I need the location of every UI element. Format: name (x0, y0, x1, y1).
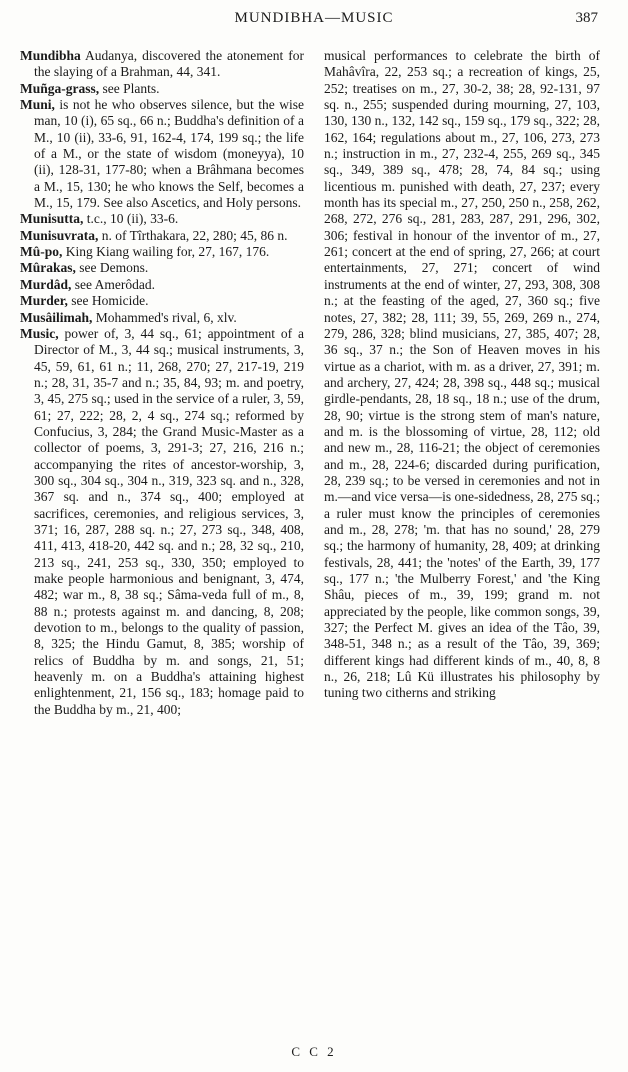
entry-text: see Amerôdad. (71, 276, 155, 292)
entry-term: Musâilimah, (20, 309, 93, 325)
running-head: MUNDIBHA—MUSIC (234, 10, 394, 26)
index-entry (20, 228, 304, 244)
entry-term: Mundibha (20, 48, 81, 63)
printer-signature: C C 2 (291, 1044, 337, 1059)
entry-term: Music, (20, 325, 59, 341)
entry-term: Munisuvrata, (20, 227, 99, 243)
index-entry (20, 244, 304, 260)
entry-text: Audanya, discovered the atonement for the slaying of a Brahman, 44, 341. (34, 48, 304, 80)
entry-text: see Demons. (75, 260, 149, 276)
right-column (324, 48, 600, 702)
index-entry (20, 293, 304, 309)
index-entry (20, 211, 304, 227)
index-entry (20, 81, 304, 97)
entry-text: King Kiang wailing for, 27, 167, 176. (62, 244, 270, 260)
index-entry (20, 260, 304, 276)
entry-text: is not he who observes silence, but the wise man, 10 (i), 65 sq., 66 n.; Buddha's definition of a M., 10 (ii), 33-6, 91, 162-4, 174, 199 sq.; the life of a M., or the state of wisdom (moneyya), 10 (ii), 128-31, 177-80; when a Brâhmana becomes a M., 15, 130; he who knows the Self, becomes a M., 15, 179. See also Ascetics, and Holy persons. (34, 97, 304, 211)
entry-text: see Homicide. (67, 293, 149, 309)
entry-text: t.c., 10 (ii), 33-6. (83, 211, 179, 227)
entry-term: Murder, (20, 293, 68, 309)
page-header (0, 0, 628, 40)
entry-term: Munisutta, (20, 211, 84, 227)
index-entry (20, 277, 304, 293)
index-entry (20, 48, 304, 81)
continued-entry-text: musical performances to celebrate the birth of Mahâvîra, 22, 253 sq.; a recreation of kings, 25, 252; treatises on m., 27, 30-2, 38; 28, 92-131, 97 sq. n., 255; suspended during mourning, 27, 103, 130, 130 n., 132, 142 sq., 159 sq., 179 sq., 322; 28, 162, 164; regulations about m., 27, 106, 273, 273 n.; instruction in m., 27, 232-4, 255, 269 sq., 345 sq., 349, 389 sq., 478; 28, 74, 84 sq.; using licentious m. punished with death, 27, 237; every month has its special m., 27, 250, 250 n., 258, 262, 268, 272, 276 sq., 281, 283, 287, 291, 296, 302, 306; festival in honour of the inventor of m., 27, 261; concert at the end of spring, 27, 266; at court entertainments, 27, 271; concert of wind instruments at the end of winter, 27, 293, 308, 308 n.; at the feasting of the aged, 27, 360 sq.; five notes, 27, 382; 28, 111; 39, 55, 269, 269 n., 274, 279, 286, 328; blind musicians, 27, 385, 407; 28, 36 sq., 37 n.; the Son of Heaven moves in his virtue as a chariot, with m. as a driver, 27, 391; m. and archery, 27, 424; 28, 398 sq., 448 sq.; musical girdle-pendants, 28, 18 sq., 18 n.; use of the drum, 28, 90; virtue is the strong stem of man's nature, and m. is the blossoming of virtue, 28, 112; old and new m., 28, 116-21; the object of ceremonies and m., 28, 224-6; discarded during purification, 28, 239 sq.; to be versed in ceremonies and not in m.—and vice versa—is one-sidedness, 28, 275 sq.; a ruler must know the principles of ceremonies and m., 28, 278; 'm. that has no sound,' 28, 279 sq.; the harmony of humanity, 28, 409; at drinking festivals, 28, 441; the 'notes' of the Earth, 39, 177 sq., 177 n.; 'the Mulberry Forest,' and 'the King Shâu, pieces of m., 39, 199; grand m. not appreciated by the people, like common songs, 39, 327; the Perfect M. gives an idea of the Tâo, 39, 348-51, 348 n.; as a result of the Tâo, 39, 369; different kings had different kinds of m., 40, 8, 8 n., 26, 218; Lû Kü illustrates his philosophy by tuning two citherns and striking (324, 48, 601, 701)
entry-text: Mohammed's rival, 6, xlv. (92, 309, 237, 325)
index-entry (20, 310, 304, 326)
entry-term: Muni, (20, 97, 55, 113)
entry-text: n. of Tîrthakara, 22, 280; 45, 86 n. (98, 227, 288, 243)
entry-term: Muñga-grass, (20, 80, 100, 96)
page-number: 387 (575, 10, 598, 26)
entry-term: Murdâd, (20, 276, 72, 292)
entry-term: Mûrakas, (20, 260, 76, 276)
entry-term: Mû-po, (20, 244, 63, 260)
index-entry (20, 97, 304, 211)
index-entry (20, 326, 304, 718)
left-column (20, 48, 304, 718)
entry-text: power of, 3, 44 sq., 61; appointment of a Director of M., 3, 44 sq.; musical instruments, 3, 45, 59, 61, 61 n.; 11, 268, 270; 27, 217-19, 219 n.; 28, 31, 35-7 and n.; 35, 84, 93; m. and poetry, 3, 45, 275 sq.; used in the service of a ruler, 3, 59, 61; 27, 222; 28, 2, 4 sq., 274 sq.; reformed by Confucius, 3, 284; the Grand Music-Master as a collector of poems, 3, 291-3; 27, 216, 216 n.; accompanying the rites of ancestor-worship, 3, 300 sq., 304 sq., 304 n., 319, 323 sq. and n., 328, 367 sq. and n., 374 sq., 400; employed at sacrifices, ceremonies, and religious services, 3, 371; 16, 287, 288 sq. n.; 27, 273 sq., 348, 408, 411, 413, 418-20, 442 sq. and n.; 28, 32 sq., 210, 213 sq., 241, 253 sq., 330, 350; employed to make people harmonious and benignant, 3, 474, 482; war m., 8, 38 sq.; Sâma-veda full of m., 8, 88 n.; protests against m. and dancing, 8, 208; devotion to m., belongs to the quality of passion, 8, 325; the Hindu Gamut, 8, 385; worship of relics of Buddha by m. and songs, 21, 51; heavenly m. on a Buddha's attaining highest enlightenment, 21, 156 sq., 183; homage paid to the Buddha by m., 21, 400; (34, 325, 304, 717)
entry-text: see Plants. (99, 80, 160, 96)
